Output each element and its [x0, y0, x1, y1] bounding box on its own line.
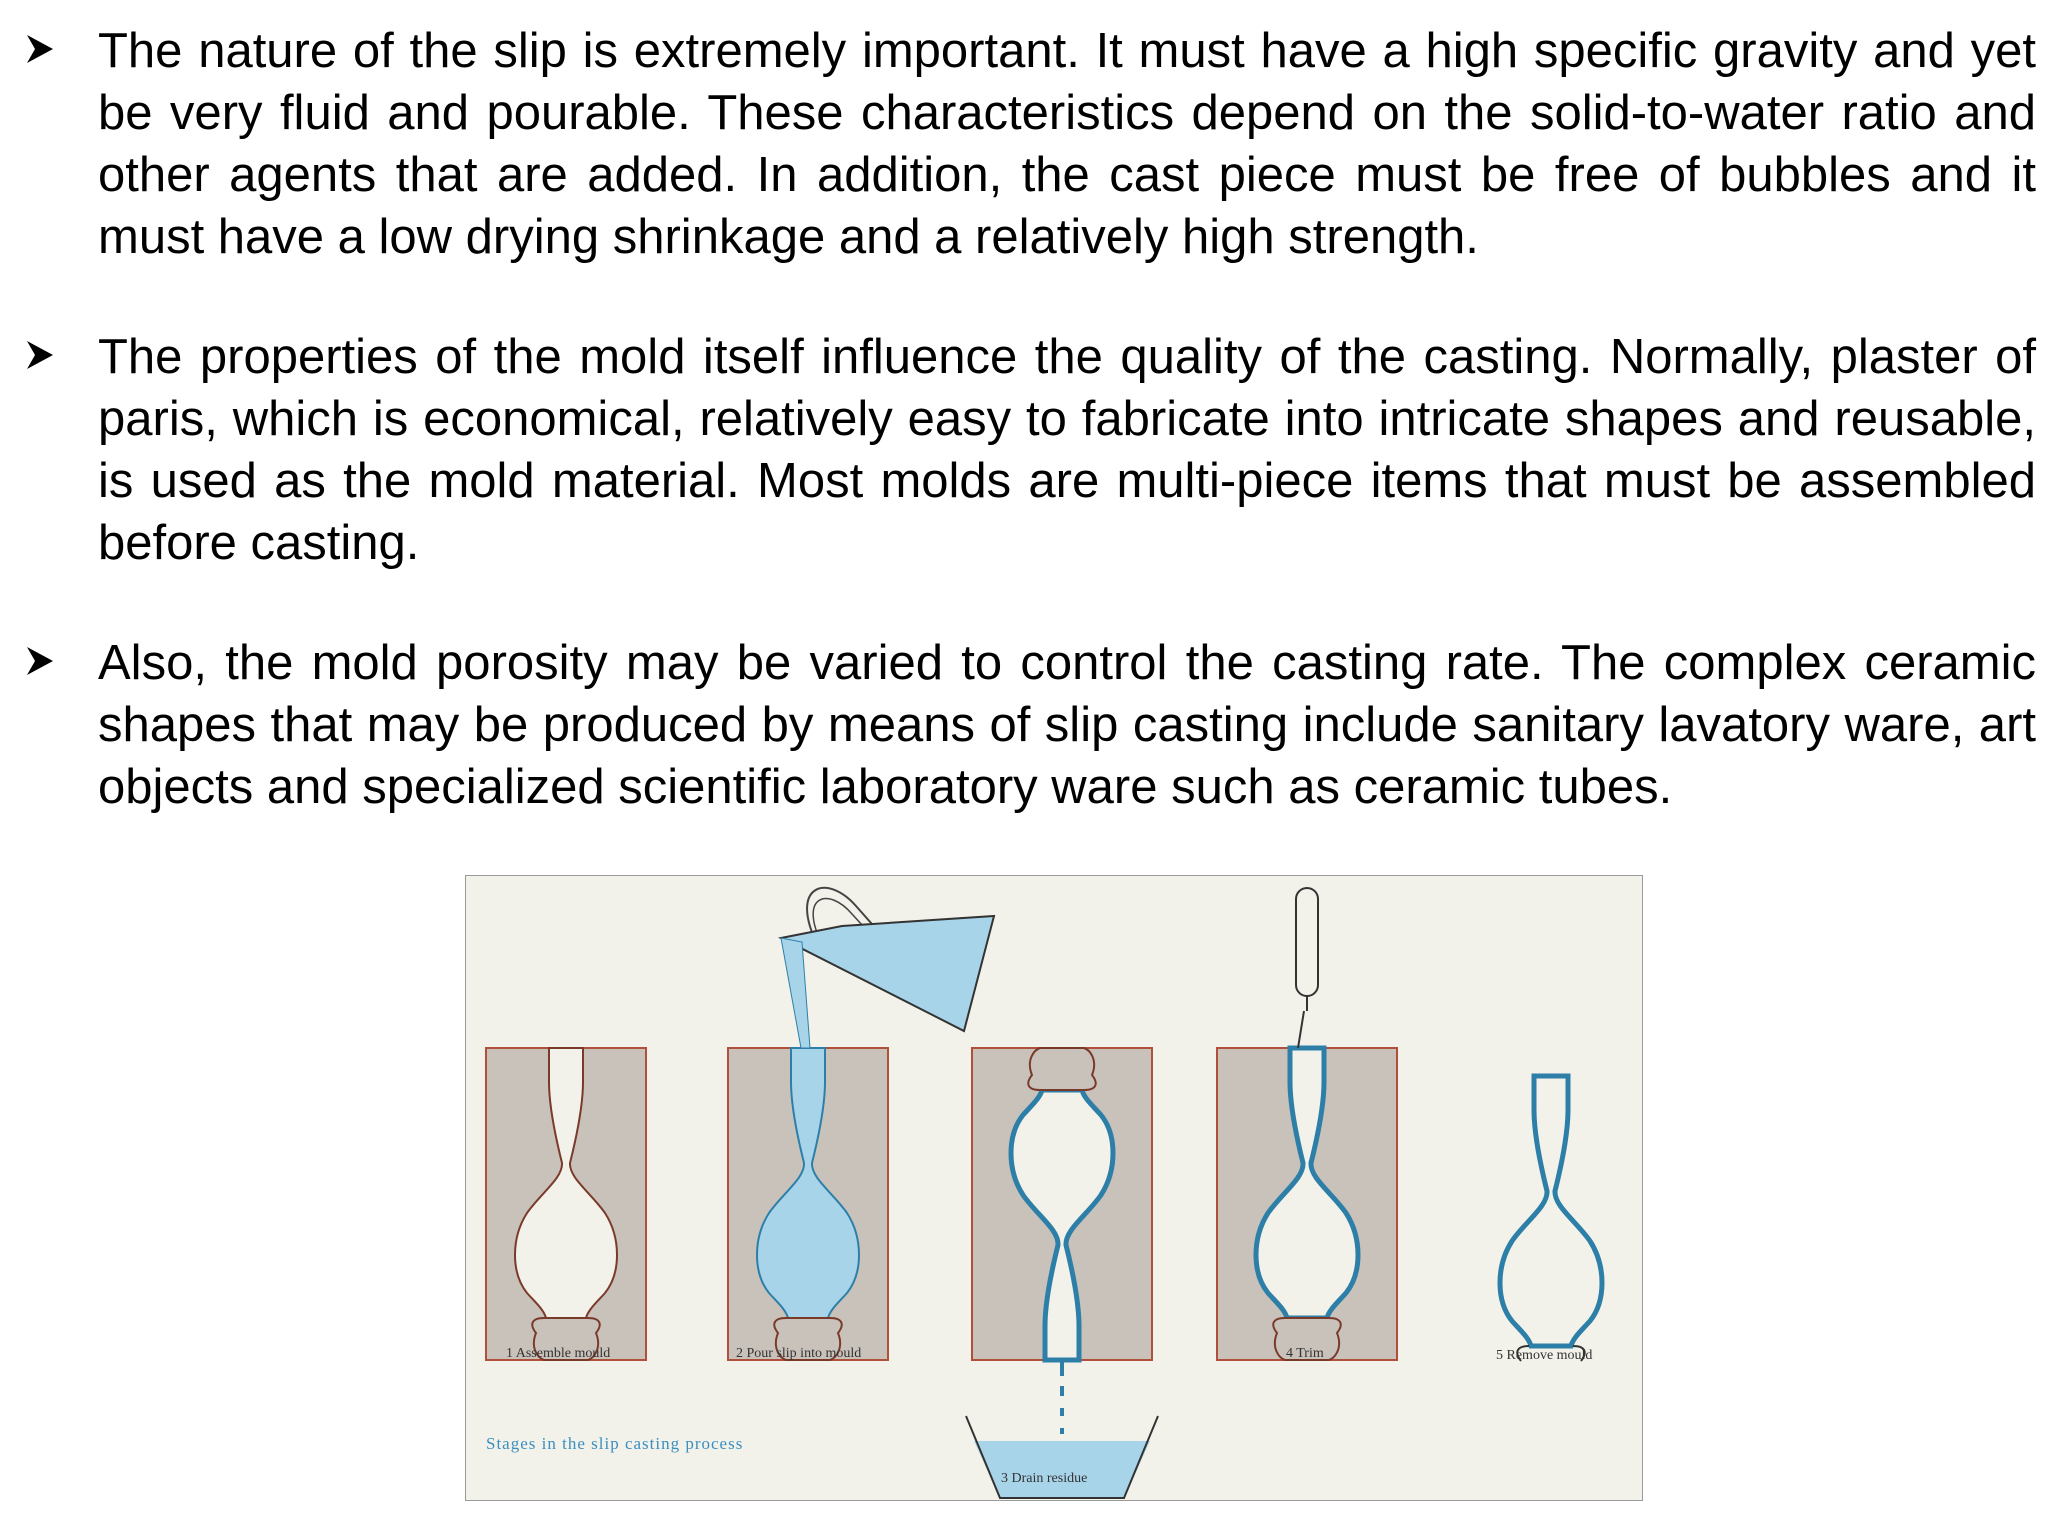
- stage-4-label: 4 Trim: [1286, 1346, 1324, 1361]
- stage-3-label: 3 Drain residue: [1001, 1471, 1088, 1486]
- arrow-bullet-icon: [26, 340, 54, 370]
- stage-2-label: 2 Pour slip into mould: [736, 1346, 862, 1361]
- trim-knife-icon: [1296, 888, 1318, 1048]
- stage-3-mould-icon: [972, 1048, 1152, 1360]
- figure-caption: Stages in the slip casting process: [486, 1434, 744, 1453]
- stage-1-mould-icon: [486, 1048, 646, 1360]
- bullet-item: [26, 20, 2036, 268]
- slip-casting-illustration: [466, 876, 1644, 1502]
- stage-1-label: 1 Assemble mould: [506, 1346, 611, 1361]
- bullet-item: [26, 632, 2036, 818]
- stage-4-mould-icon: [1217, 1048, 1397, 1360]
- stage-2-mould-icon: [728, 1048, 888, 1360]
- pitcher-icon: [781, 888, 994, 1048]
- slip-casting-figure: [465, 875, 1643, 1501]
- bullet-text: Also, the mold porosity may be varied to control the casting rate. The complex ceramic shapes that may be produced by means of slip casting include sanitary lavatory ware, art objects and specialized scientific laboratory ware such as ceramic tubes.: [98, 636, 2036, 814]
- arrow-bullet-icon: [26, 34, 54, 64]
- bullet-text: The nature of the slip is extremely important. It must have a high specific gravity and yet be very fluid and pourable. These characteristics depend on the solid-to-water ratio and other agents that are added. In addition, the cast piece must be free of bubbles and it must have a low drying shrinkage and a relatively high strength.: [98, 24, 2036, 264]
- bullet-text: The properties of the mold itself influence the quality of the casting. Normally, plaster of paris, which is economical, relatively easy to fabricate into intricate shapes and reusable, is used as the mold material. Most molds are multi-piece items that must be assembled before casting.: [98, 330, 2036, 570]
- bullet-item: [26, 326, 2036, 574]
- bullet-list: [26, 20, 2036, 876]
- stage-5-vessel-icon: [1500, 1076, 1602, 1361]
- arrow-bullet-icon: [26, 646, 54, 676]
- stage-5-label: 5 Remove mould: [1496, 1348, 1593, 1363]
